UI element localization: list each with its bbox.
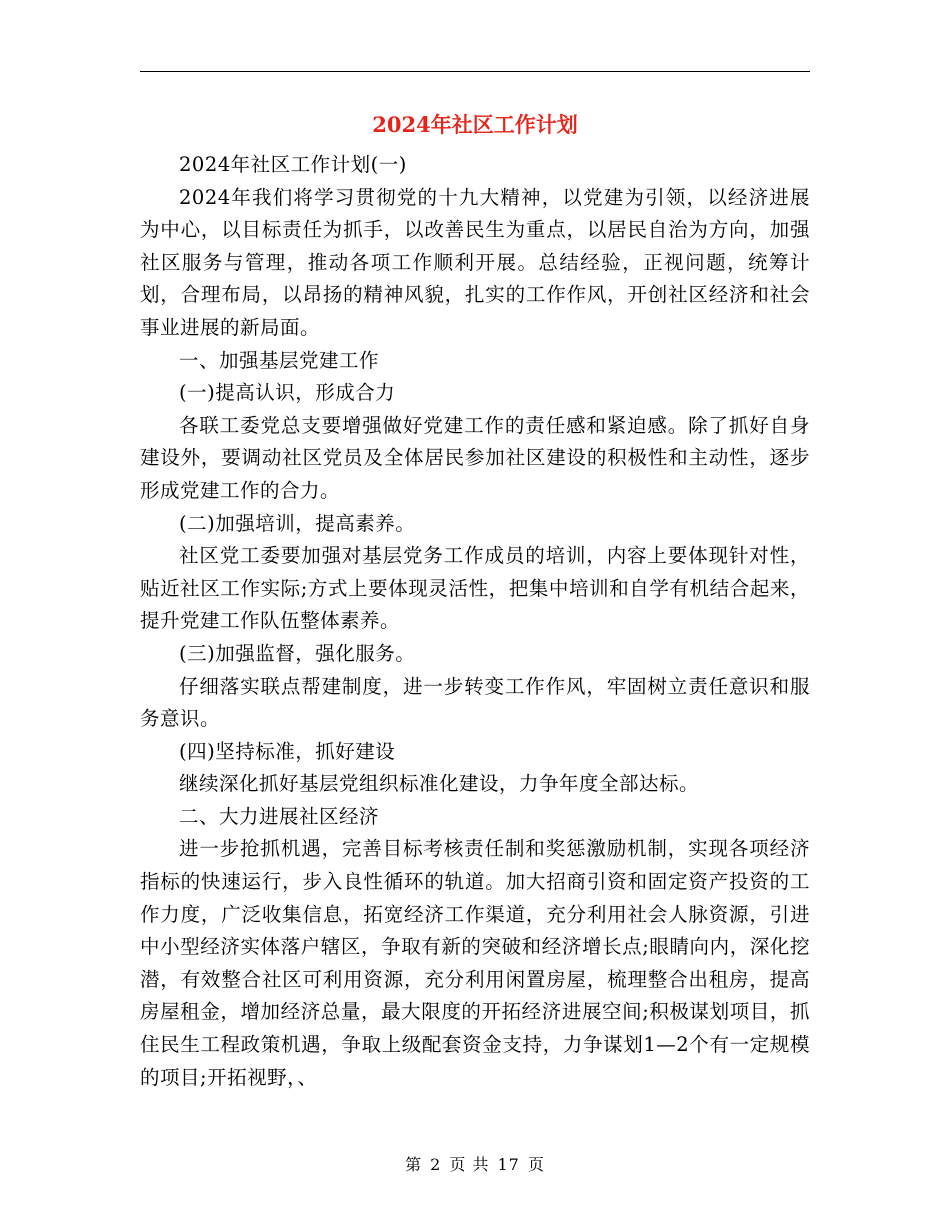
footer-prefix: 第 xyxy=(405,1155,423,1174)
subsection-heading: (一)提高认识，形成合力 xyxy=(179,381,396,405)
body-paragraph: 社区党工委要加强对基层党务工作成员的培训，内容上要体现针对性，贴近社区工作实际;方式上要体现灵活性，把集中培训和自学有机结合起来，提升党建工作队伍整体素养。 xyxy=(140,544,810,633)
current-page-number: 2 xyxy=(430,1155,442,1174)
section-subtitle: 2024年社区工作计划(一) xyxy=(179,153,407,176)
footer-suffix: 页 xyxy=(527,1155,545,1174)
section-heading: 二、大力进展社区经济 xyxy=(179,804,380,828)
footer-middle: 页 共 xyxy=(449,1155,490,1174)
body-paragraph: 仔细落实联点帮建制度，进一步转变工作作风，牢固树立责任意识和服务意识。 xyxy=(140,674,810,731)
body-paragraph: 各联工委党总支要增强做好党建工作的责任感和紧迫感。除了抓好自身建设外，要调动社区党员及全体居民参加社区建设的积极性和主动性，逐步形成党建工作的合力。 xyxy=(140,413,810,502)
header-rule xyxy=(140,71,810,72)
subsection-heading: (三)加强监督，强化服务。 xyxy=(179,641,416,665)
subsection-heading: (二)加强培训，提高素养。 xyxy=(179,511,416,535)
intro-paragraph: 2024年我们将学习贯彻党的十九大精神，以党建为引领，以经济进展为中心，以目标责任为抓手，以改善民生为重点，以居民自治为方向，加强社区服务与管理，推动各项工作顺利开展。总结经验，正视问题，统筹计划，合理布局，以昂扬的精神风貌，扎实的工作作风，开创社区经济和社会事业进展的新局面。 xyxy=(140,185,810,339)
document-title: 2024年社区工作计划 xyxy=(372,112,578,137)
body-paragraph: 继续深化抓好基层党组织标准化建设，力争年度全部达标。 xyxy=(179,772,700,796)
section-heading: 一、加强基层党建工作 xyxy=(179,348,380,372)
total-pages-number: 17 xyxy=(497,1155,520,1174)
subsection-heading: (四)坚持标准，抓好建设 xyxy=(179,739,396,763)
document-body xyxy=(140,149,810,1094)
body-paragraph: 进一步抢抓机遇，完善目标考核责任制和奖惩激励机制，实现各项经济指标的快速运行，步入良性循环的轨道。加大招商引资和固定资产投资的工作力度，广泛收集信息，拓宽经济工作渠道，充分利用社会人脉资源，引进中小型经济实体落户辖区，争取有新的突破和经济增长点;眼睛向内，深化挖潜，有效整合社区可利用资源，充分利用闲置房屋，梳理整合出租房，提高房屋租金，增加经济总量，最大限度的开拓经济进展空间;积极谋划项目，抓住民生工程政策机遇，争取上级配套资金支持，力争谋划1—2个有一定规模的项目;开拓视野，、 xyxy=(140,837,810,1089)
page-footer xyxy=(0,1153,950,1177)
